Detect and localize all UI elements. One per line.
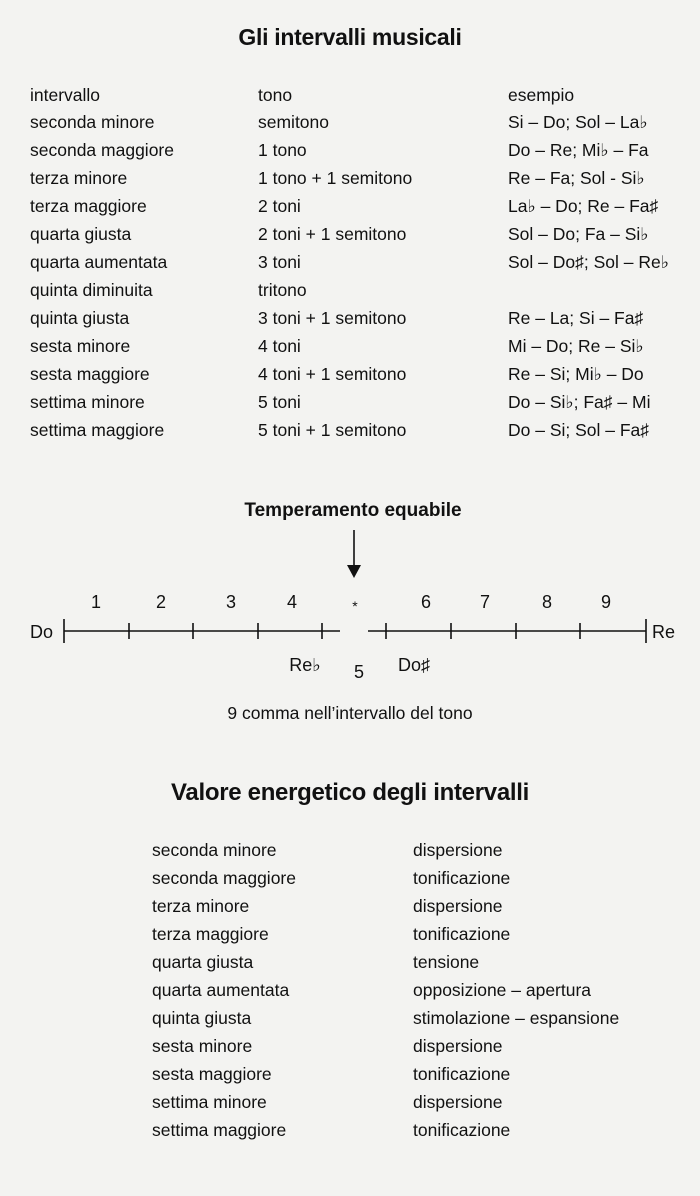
down-arrow-icon [347, 565, 361, 578]
table-header [0, 81, 700, 109]
cell-interval: quarta aumentata [30, 252, 168, 272]
table-row [0, 836, 700, 864]
cell-example: Mi – Do; Re – Si♭ [508, 336, 644, 356]
cell-interval: seconda maggiore [30, 140, 174, 160]
cell-interval: quinta giusta [30, 308, 130, 328]
cell-energy: tonificazione [413, 868, 511, 888]
cell-example: La♭ – Do; Re – Fa♯ [508, 196, 659, 216]
table-row [0, 1060, 700, 1088]
table-row [0, 1088, 700, 1116]
table-row [0, 388, 700, 416]
cell-interval: quinta giusta [152, 1008, 252, 1028]
cell-example: Re – Si; Mi♭ – Do [508, 364, 644, 384]
header-esempio: esempio [508, 85, 575, 105]
comma-diagram [0, 520, 700, 730]
comma-number: 7 [479, 592, 491, 612]
table-row [0, 192, 700, 220]
label-do: Do [30, 622, 54, 642]
cell-energy: stimolazione – espansione [413, 1008, 620, 1028]
cell-interval: sesta minore [152, 1036, 253, 1056]
table-row [0, 1032, 700, 1060]
cell-interval: terza maggiore [152, 924, 269, 944]
cell-tone: 2 toni + 1 semitono [258, 224, 407, 244]
cell-energy: dispersione [413, 896, 503, 916]
cell-energy: tensione [413, 952, 480, 972]
cell-tone: 4 toni + 1 semitono [258, 364, 407, 384]
cell-tone: 3 toni [258, 252, 301, 272]
cell-tone: 5 toni + 1 semitono [258, 420, 407, 440]
diagram-title: Temperamento equabile [244, 500, 462, 521]
cell-example: Re – La; Si – Fa♯ [508, 308, 644, 328]
cell-interval: quinta diminuita [30, 280, 153, 300]
table-row [0, 976, 700, 1004]
cell-example: Do – Re; Mi♭ – Fa [508, 140, 649, 160]
cell-interval: quarta aumentata [152, 980, 290, 1000]
cell-energy: tonificazione [413, 924, 511, 944]
cell-interval: quarta giusta [30, 224, 132, 244]
section-title: Valore energetico degli intervalli [171, 779, 529, 806]
cell-tone: semitono [258, 112, 330, 132]
center-star: * [352, 598, 358, 614]
cell-interval: terza maggiore [30, 196, 147, 216]
table-row [0, 1116, 700, 1144]
cell-interval: seconda minore [30, 112, 155, 132]
table-row [0, 248, 700, 276]
cell-example: Sol – Do♯; Sol – Re♭ [508, 252, 669, 272]
cell-example: Si – Do; Sol – La♭ [508, 112, 648, 132]
label-re-flat: Re♭ [289, 655, 321, 675]
table-row [0, 304, 700, 332]
comma-number: 8 [541, 592, 553, 612]
cell-tone: 2 toni [258, 196, 301, 216]
comma-number: 5 [353, 662, 365, 682]
cell-tone: 1 tono [258, 140, 307, 160]
label-re: Re [652, 622, 676, 642]
header-tono: tono [258, 85, 293, 105]
cell-interval: settima maggiore [152, 1120, 287, 1140]
cell-interval: terza minore [152, 896, 250, 916]
cell-energy: tonificazione [413, 1064, 511, 1084]
table-row [0, 360, 700, 388]
table-row [0, 892, 700, 920]
cell-energy: dispersione [413, 840, 503, 860]
comma-number: 9 [600, 592, 612, 612]
table-row [0, 948, 700, 976]
cell-energy: dispersione [413, 1092, 503, 1112]
label-do-sharp: Do♯ [397, 655, 431, 675]
table-row [0, 276, 700, 304]
cell-example: Re – Fa; Sol - Si♭ [508, 168, 645, 188]
cell-interval: settima minore [30, 392, 145, 412]
cell-example: Do – Si; Sol – Fa♯ [508, 420, 650, 440]
cell-interval: seconda maggiore [152, 868, 296, 888]
table-row [0, 1004, 700, 1032]
diagram-caption: 9 comma nell’intervallo del tono [227, 703, 473, 723]
cell-interval: seconda minore [152, 840, 277, 860]
table-row [0, 332, 700, 360]
table-row [0, 220, 700, 248]
cell-example: Sol – Do; Fa – Si♭ [508, 224, 649, 244]
cell-interval: sesta minore [30, 336, 131, 356]
table-row [0, 136, 700, 164]
comma-number: 3 [225, 592, 237, 612]
cell-energy: dispersione [413, 1036, 503, 1056]
cell-tone: 5 toni [258, 392, 301, 412]
comma-number: 1 [90, 592, 102, 612]
cell-tone: 4 toni [258, 336, 301, 356]
cell-tone: tritono [258, 280, 307, 300]
table-row [0, 864, 700, 892]
cell-energy: opposizione – apertura [413, 980, 592, 1000]
cell-tone: 1 tono + 1 semitono [258, 168, 413, 188]
cell-interval: sesta maggiore [30, 364, 150, 384]
comma-number: 6 [420, 592, 432, 612]
table-row [0, 920, 700, 948]
cell-example: Do – Si♭; Fa♯ – Mi [508, 392, 651, 412]
comma-number: 4 [286, 592, 298, 612]
table-row [0, 416, 700, 444]
header-intervallo: intervallo [30, 85, 101, 105]
cell-interval: sesta maggiore [152, 1064, 272, 1084]
page-title: Gli intervalli musicali [238, 24, 462, 50]
comma-number: 2 [155, 592, 167, 612]
cell-interval: terza minore [30, 168, 128, 188]
cell-energy: tonificazione [413, 1120, 511, 1140]
cell-tone: 3 toni + 1 semitono [258, 308, 407, 328]
cell-interval: settima minore [152, 1092, 267, 1112]
table-row [0, 164, 700, 192]
table-row [0, 108, 700, 136]
cell-interval: settima maggiore [30, 420, 165, 440]
cell-interval: quarta giusta [152, 952, 254, 972]
